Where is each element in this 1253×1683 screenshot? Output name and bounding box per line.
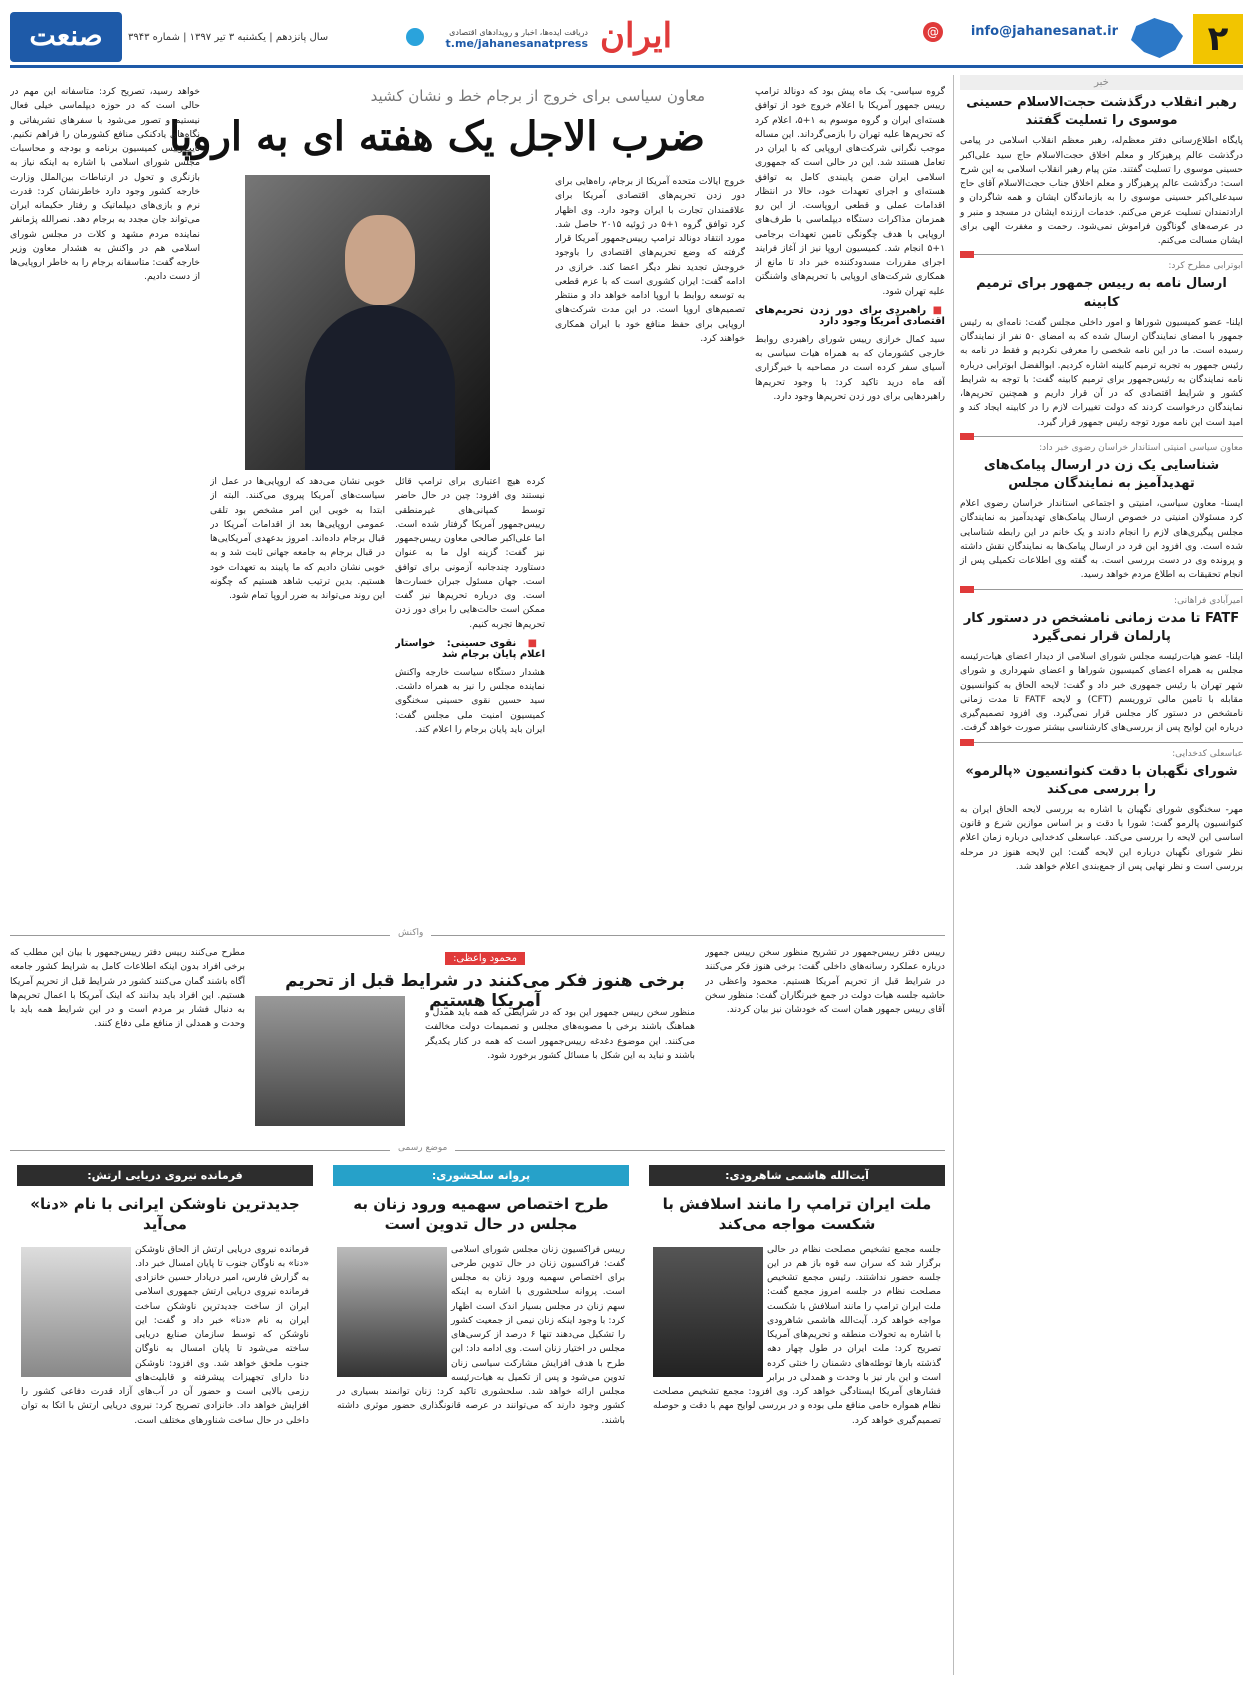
story-body: ایلنا- عضو کمیسیون شوراها و امور داخلی مجلس گفت: نامه‌ای به رئیس جمهور با امضای نمایندگان ارسال شده که به امضای ۵۰ نفر از نمایندگان رسیده است. ما در این نامه شخصی را معرفی نکردیم و فقط در نامه به رئیس جمهور به تجربه ترمیم کابینه اشاره کردیم. ابوالفضل ابوترابی درباره نامه نمایندگان به رئیس‌جمهور برای ترمیم کابینه گفت: با توجه به شرایط کشور و شرایط اقتصادی که در آن قرار داریم و همچنین تحریم‌ها، نمایندگان درخواست کردند که دولت تغییرات لازم را در کابینه ایجاد کند و امید است این نامه مورد توجه رئیس جمهور قرار گیرد.	[960, 316, 1243, 428]
column-text: خوبی نشان می‌دهد که اروپایی‌ها در عمل از سیاست‌های آمریکا پیروی می‌کنند. البته از ابتدا به خوبی این امر مشخص بود تلقی عمومی اروپایی‌ها بعد از اقدامات آمریکا در قبال برجام داده‌اند. امروز بدعهدی آمریکایی‌ها در قبال برجام به جامعه جهانی ثابت شد و به خوبی نشان دادیم که ما پایبند به تعهدات خود هستیم. بدین ترتیب شاهد هستیم که چگونه این روند می‌تواند به ضرر اروپا تمام شود.	[210, 476, 385, 601]
story-title: رهبر انقلاب درگذشت حجت‌الاسلام حسینی موسوی را تسلیت گفتند	[966, 95, 1237, 129]
lead-kicker: معاون سیاسی برای خروج از برجام خط و نشان کشید	[370, 87, 705, 105]
telegram-url[interactable]: t.me/jahanesanatpress	[445, 37, 588, 50]
commander-photo	[21, 1247, 131, 1377]
official-photo	[255, 996, 405, 1126]
story-title: شناسایی یک زن در ارسال پیامک‌های تهدیدآمیز به نمایندگان مجلس	[983, 457, 1220, 491]
lead-column	[10, 85, 200, 925]
official-photo	[245, 175, 490, 470]
sidebar-story	[960, 596, 1243, 736]
story-body: مهر- سخنگوی شورای نگهبان با اشاره به بررسی لایحه الحاق ایران به کنوانسیون پالرمو گفت: شورا با دقت و بر اساس موازین شرع و قانون اساسی این لایحه را بررسی می‌کند. عباسعلی کدخدایی درباره زمان اعلام نظر شورای نگهبان درباره این لایحه گفت: این لایحه هنوز در مرحله بررسی است و نظر نهایی پس از جمع‌بندی اعلام خواهد شد.	[960, 803, 1243, 872]
telegram-promo[interactable]	[418, 28, 588, 50]
page-number: ۲	[1193, 14, 1243, 64]
column-text: خروج ایالات متحده آمریکا از برجام، راه‌هایی برای دور زدن تحریم‌های اقتصادی آمریکا برای علاقمندان تجارت با ایران وجود دارد. وی اظهار کرد توافق گروه ۱+۵ در ژوئیه ۲۰۱۵ حاصل شد. مورد انتقاد دونالد ترامپ رییس‌جمهور آمریکا قرار گرفته که وضع تحریم‌های اقتصادی را باوجود خروجش تجدید نظر دیگر اعضا کند. خرازی در ادامه گفت: ایران کشوری است که با عزم قطعی به توسعه روابط با اروپا ادامه خواهد داد و منتظر تصمیم‌های اروپا است. در این مدت شرکت‌های اروپایی برای حفظ منافع خود با ایران همکاری خواهند کرد.	[555, 176, 745, 344]
story-body: ایلنا- عضو هیات‌رئیسه مجلس شورای اسلامی از دیدار اعضای هیات‌رئیسه مجلس به همراه اعضای کمیسیون شوراها و اعضای شهرداری و شورای شهر تهران با رئیس جمهوری خبر داد و گفت: لایحه الحاق به کنوانسیون مقابله با تامین مالی تروریسم (CFT) و لایحه FATF تا مدت زمانی نامشخص در دستور کار مجلس قرار نمی‌گیرد. وی افزود تصمیم‌گیری درباره این لوایح پس از بررسی‌های کارشناسی بیشتر صورت خواهد گرفت.	[960, 651, 1244, 734]
official-positions	[10, 1143, 945, 1670]
lead-column	[755, 85, 945, 925]
lead-column	[210, 475, 385, 925]
column-text: رییس دفتر رییس‌جمهور در تشریح منظور سخن رییس جمهور درباره عملکرد رسانه‌های داخلی گفت: برخی هنوز فکر می‌کنند در شرایط قبل از تحریم آمریکا هستیم. محمود واعظی در حاشیه جلسه هیات دولت در جمع خبرنگاران گفت: منظور سخن آقای رییس جمهور همان است که خودشان نیز بیان کردند.	[705, 947, 945, 1015]
position-story	[649, 1165, 945, 1665]
mp-photo	[337, 1247, 447, 1377]
story-author: عباسعلی کدخدایی:	[1172, 748, 1243, 759]
sidebar-tag: خبر	[960, 75, 1243, 90]
story-author: معاون سیاسی امنیتی استاندار خراسان رضوی خبر داد:	[1039, 442, 1243, 453]
column-text: هشدار دستگاه سیاست خارجه واکنش نماینده مجلس را نیز به همراه داشت. سید حسین نقوی حسینی سخنگوی کمیسیون امنیت ملی مجلس گفت: ایران باید پایان برجام را اعلام کند.	[395, 666, 545, 735]
masthead	[10, 10, 1243, 68]
sidebar-story	[960, 443, 1243, 583]
column-text: کرده هیچ اعتباری برای ترامپ قائل نیستند وی افزود: چین در حال حاضر توسط کمپانی‌های غیرمنطقی رییس‌جمهور آمریکا گرفتار شده است. اما علی‌اکبر صالحی معاون رییس‌جمهور نیز گفت: گزینه اول ما به عنوان دستاورد چندجانبه آزمونی برای توافق است. جهان مسئول جبران خسارت‌ها است. وی درباره تحریم‌ها نیز گفت ممکن است حالت‌هایی را برای دور زدن تحریم‌ها تجربه کنیم.	[395, 476, 545, 630]
story-title: FATF تا مدت زمانی نامشخص در دستور کار پارلمان قرار نمی‌گیرد	[963, 610, 1240, 644]
column-text: مطرح می‌کنند رییس دفتر رییس‌جمهور با بیان این مطلب که برخی افراد بدون اینکه اطلاعات کامل به شرایط کشور جامعه آگاه باشند گمان می‌کنند کشور در شرایط قبل از تحریم آمریکا هستیم. این افراد باید بدانند که اینک آمریکا با اعمال تحریم‌ها به دنبال فشار بر مردم است و در این شرایط همه باید با وحدت و همدلی از منافع ملی دفاع کنند.	[10, 947, 245, 1030]
story-body: جلسه مجمع تشخیص مصلحت نظام در حالی برگزار شد که سران سه قوه باز هم در این جلسه حضور نداشتند. رئیس مجمع تشخیص مصلحت نظام در جلسه امروز مجمع گفت: ملت ایران ترامپ را مانند اسلافش با شکست مواجه خواهد کرد. آیت‌الله هاشمی شاهرودی با اشاره به تحولات منطقه و تحریم‌های آمریکا تصریح کرد: ملت ایران در طول چهار دهه گذشته بارها توطئه‌های دشمنان را خنثی کرده است و این بار نیز با وحدت و همدلی در برابر فشارهای آمریکا ایستادگی خواهد کرد. وی افزود: مجمع تشخیص مصلحت نظام همواره حامی منافع ملی بوده و در بررسی لوایح مهم با دقت و حوصله تصمیم‌گیری خواهد کرد.	[653, 1243, 941, 1426]
telegram-text: دریافت ایده‌ها، اخبار و رویدادهای اقتصادی	[449, 28, 588, 37]
position-story	[333, 1165, 629, 1665]
reaction-column	[10, 946, 245, 1136]
iran-map-icon	[1131, 18, 1183, 58]
story-author: فرمانده نیروی دریایی ارتش:	[17, 1165, 313, 1186]
story-author: پروانه سلحشوری:	[333, 1165, 629, 1186]
reaction-column	[425, 1006, 695, 1136]
story-body: فرمانده نیروی دریایی ارتش از الحاق ناوشکن «دنا» به ناوگان جنوب تا پایان امسال خبر داد. به گزارش فارس، امیر دریادار حسین خانزادی فرمانده نیروی دریایی ارتش جمهوری اسلامی ایران از ساخت جدیدترین ناوشکن ساخت ایران به نام «دنا» خبر داد و گفت: این ناوشکن که توسط سازمان صنایع دریایی ساخته می‌شود تا پایان امسال به ناوگان جنوب ملحق خواهد شد. وی افزود: ناوشکن دنا دارای تجهیزات پیشرفته و قابلیت‌های رزمی بالایی است و حضور آن در آب‌های آزاد قدرت دفاعی کشور را افزایش خواهد داد. خانزادی تصریح کرد: نیروی دریایی ارتش با اتکا به توان داخلی در حال ساخت شناورهای مختلف است.	[21, 1243, 309, 1426]
story-title: طرح اختصاص سهمیه ورود زنان به مجلس در حال تدوین است	[353, 1195, 609, 1234]
section-label: موضع رسمی	[390, 1143, 455, 1153]
divider	[960, 254, 1243, 255]
story-title: ارسال نامه به رییس جمهور برای ترمیم کابینه	[976, 276, 1227, 310]
story-body: رییس فراکسیون زنان مجلس شورای اسلامی گفت: فراکسیون زنان در حال تدوین طرحی برای اختصاص سهمیه ورود زنان به مجلس است. پروانه سلحشوری با اشاره به اینکه سهم زنان در مجلس بسیار اندک است اظهار کرد: با وجود اینکه زنان نیمی از جمعیت کشور را تشکیل می‌دهند تنها ۶ درصد از کرسی‌های مجلس در اختیار زنان است. وی ادامه داد: این طرح با هدف افزایش مشارکت سیاسی زنان تدوین می‌شود و پس از تکمیل به هیات‌رئیسه مجلس ارائه خواهد شد. سلحشوری تاکید کرد: زنان توانمند بسیاری در کشور وجود دارند که می‌توانند در عرصه قانونگذاری حضور موثری داشته باشند.	[337, 1243, 626, 1426]
lead-column	[555, 175, 745, 925]
column-subhead: ■ نقوی حسینی: خواستار اعلام پایان برجام شد	[395, 638, 545, 660]
lead-column	[395, 475, 545, 925]
story-body: ایسنا- معاون سیاسی، امنیتی و اجتماعی استاندار خراسان رضوی اعلام کرد مسئولان امنیتی در خصوص ارسال پیامک‌های تهدیدآمیز به نمایندگان مجلس پیگیری‌های لازم را انجام دادند و یک خانم در این رابطه شناسایی شده است. وی افزود این فرد در ارسال پیامک‌ها به نمایندگان نقش داشته و پرونده وی در دست بررسی است. به گفته وی اطلاعات تکمیلی پس از انجام تحقیقات به اطلاع مردم خواهد رسید.	[960, 498, 1243, 581]
divider	[960, 589, 1243, 590]
lead-story	[10, 75, 945, 930]
section-title: ایران	[600, 16, 673, 56]
story-title: شورای نگهبان با دقت کنوانسیون «پالرمو» را بررسی می‌کند	[965, 763, 1238, 797]
story-title: جدیدترین ناوشکن ایرانی با نام «دنا» می‌آید	[30, 1195, 300, 1234]
column-text: گروه سیاسی- یک ماه پیش بود که دونالد ترامپ رییس جمهور آمریکا با اعلام خروج خود از توافق هسته‌ای ایران و گروه موسوم به ۱+۵، اعلام کرد که تحریم‌ها علیه تهران را بازمی‌گرداند. این مساله موجب نگرانی شرکت‌های اروپایی که با ایران در تعامل هستند شد. این در حالی است که جمهوری اسلامی ایران ضمن پایبندی کامل به توافق هسته‌ای و اجرای تعهدات خود، حالا در انتظار اقدامات عملی و قطعی اروپاست. از این رو همزمان مذاکرات دستگاه دیپلماسی با طرف‌های اروپایی با هدف چگونگی تامین تعهدات برجامی ۱+۵ انجام شد. کمیسیون اروپا نیز از آغاز فرایند اجرای مقررات مسدودکننده خبر داد تا مانع از همکاری شرکت‌های اروپایی با تحریم‌های واشنگتن علیه تهران شود.	[755, 86, 945, 297]
sidebar-story	[960, 261, 1243, 429]
sidebar-story	[960, 94, 1243, 248]
column-text: سید کمال خرازی رییس شورای راهبردی روابط خارجی کشورمان که به همراه هیات سیاسی به آسیای سفر کرده است در مصاحبه با خبرگزاری آفه ماه درید تاکید کرد: با وجود تحریم‌ها راهبردهایی برای دور زدن تحریم‌ها وجود دارد.	[755, 333, 945, 402]
position-story	[17, 1165, 313, 1665]
portrait-head	[345, 215, 415, 305]
column-text: خواهد رسید، تصریح کرد: متاسفانه این مهم در حالی است که در حوزه دیپلماسی خیلی فعال نیستیم و تصور می‌شود با سفرهای تشریفاتی و نگاه‌های یادکنکی منافع کشورمان را فراهم نکنیم. نایب‌رییس کمیسیون برنامه و بودجه و محاسبات مجلس شورای اسلامی با اشاره به اینکه نیاز به بازنگری و تحول در ارتباطات بین‌الملل وزارت خارجه کشور وجود دارد خاطرنشان کرد: قدرت نرم و بازی‌های دیپلماتیک و رفتار حکیمانه ایران می‌تواند جان مجدد به برجام دهد. نصرالله پژمانفر نماینده مردم مشهد و کلات در مجلس شورای اسلامی هم در واکنش به هشدار معاون وزیر خارجه گفت: متاسفانه برجام را به خاطر اروپایی‌ها از دست دادیم.	[10, 86, 200, 283]
reaction-title: برخی هنوز فکر می‌کنند در شرایط قبل از تحریم آمریکا هستیم	[285, 971, 685, 1011]
newspaper-logo: صنعت	[10, 12, 122, 62]
sidebar-story	[960, 749, 1243, 875]
email-link[interactable]: info@jahanesanat.ir	[970, 24, 1118, 39]
reaction-story	[10, 928, 945, 1145]
reaction-author: محمود واعظی:	[445, 952, 525, 965]
news-sidebar	[953, 75, 1243, 1675]
lead-headline: ضرب الاجل یک هفته ای به اروپا	[168, 113, 705, 160]
cleric-photo	[653, 1247, 763, 1377]
telegram-icon	[406, 28, 424, 46]
divider	[960, 742, 1243, 743]
story-title: ملت ایران ترامپ را مانند اسلافش با شکست مواجه می‌کند	[662, 1195, 932, 1234]
divider	[960, 436, 1243, 437]
mail-icon: @	[923, 22, 943, 42]
portrait-body	[305, 305, 455, 470]
section-label: واکنش	[390, 928, 431, 938]
column-subhead: ■ راهبردی برای دور زدن تحریم‌های اقتصادی آمریکا وجود دارد	[755, 305, 945, 327]
story-author: ابوترابی مطرح کرد:	[1168, 261, 1243, 272]
story-body: پایگاه اطلاع‌رسانی دفتر معظم‌له، رهبر معظم انقلاب اسلامی در پیامی درگذشت عالم پرهیزکار و معلم اخلاق حجت‌الاسلام حاج سید علی‌اکبر حسینی موسوی را تسلیت گفتند. متن پیام رهبر انقلاب اسلامی به این شرح است: درگذشت عالم پرهیزگار و معلم اخلاق جناب حجت‌الاسلام آقای حاج سیدعلی‌اکبر حسینی موسوی را به بازماندگان ایشان و همه شاگردان و ارادتمندان تسلیت عرض می‌کنم. خدمات ارزنده ایشان در مسجد و منبر و در عرصه‌های گوناگون فراموش نمی‌شود. رحمت و مغفرت الهی برای ایشان مسالت می‌کنم.	[960, 135, 1243, 247]
story-author: آیت‌الله هاشمی شاهرودی:	[649, 1165, 945, 1186]
issue-info: سال پانزدهم | یکشنبه ۳ تیر ۱۳۹۷ | شماره ۳۹۴۳	[128, 32, 329, 43]
story-author: امیرآبادی فراهانی:	[1174, 595, 1243, 606]
reaction-column	[705, 946, 945, 1136]
column-text: منظور سخن رییس جمهور این بود که در شرایطی که همه باید همدل و هماهنگ باشند برخی با مصوبه‌های مجلس و تصمیمات دولت مخالفت می‌کنند. این موضوع دغدغه رییس‌جمهور است که همه در کنار یکدیگر باشند و نباید به این شکل با مسائل کشور برخورد شود.	[425, 1007, 695, 1061]
